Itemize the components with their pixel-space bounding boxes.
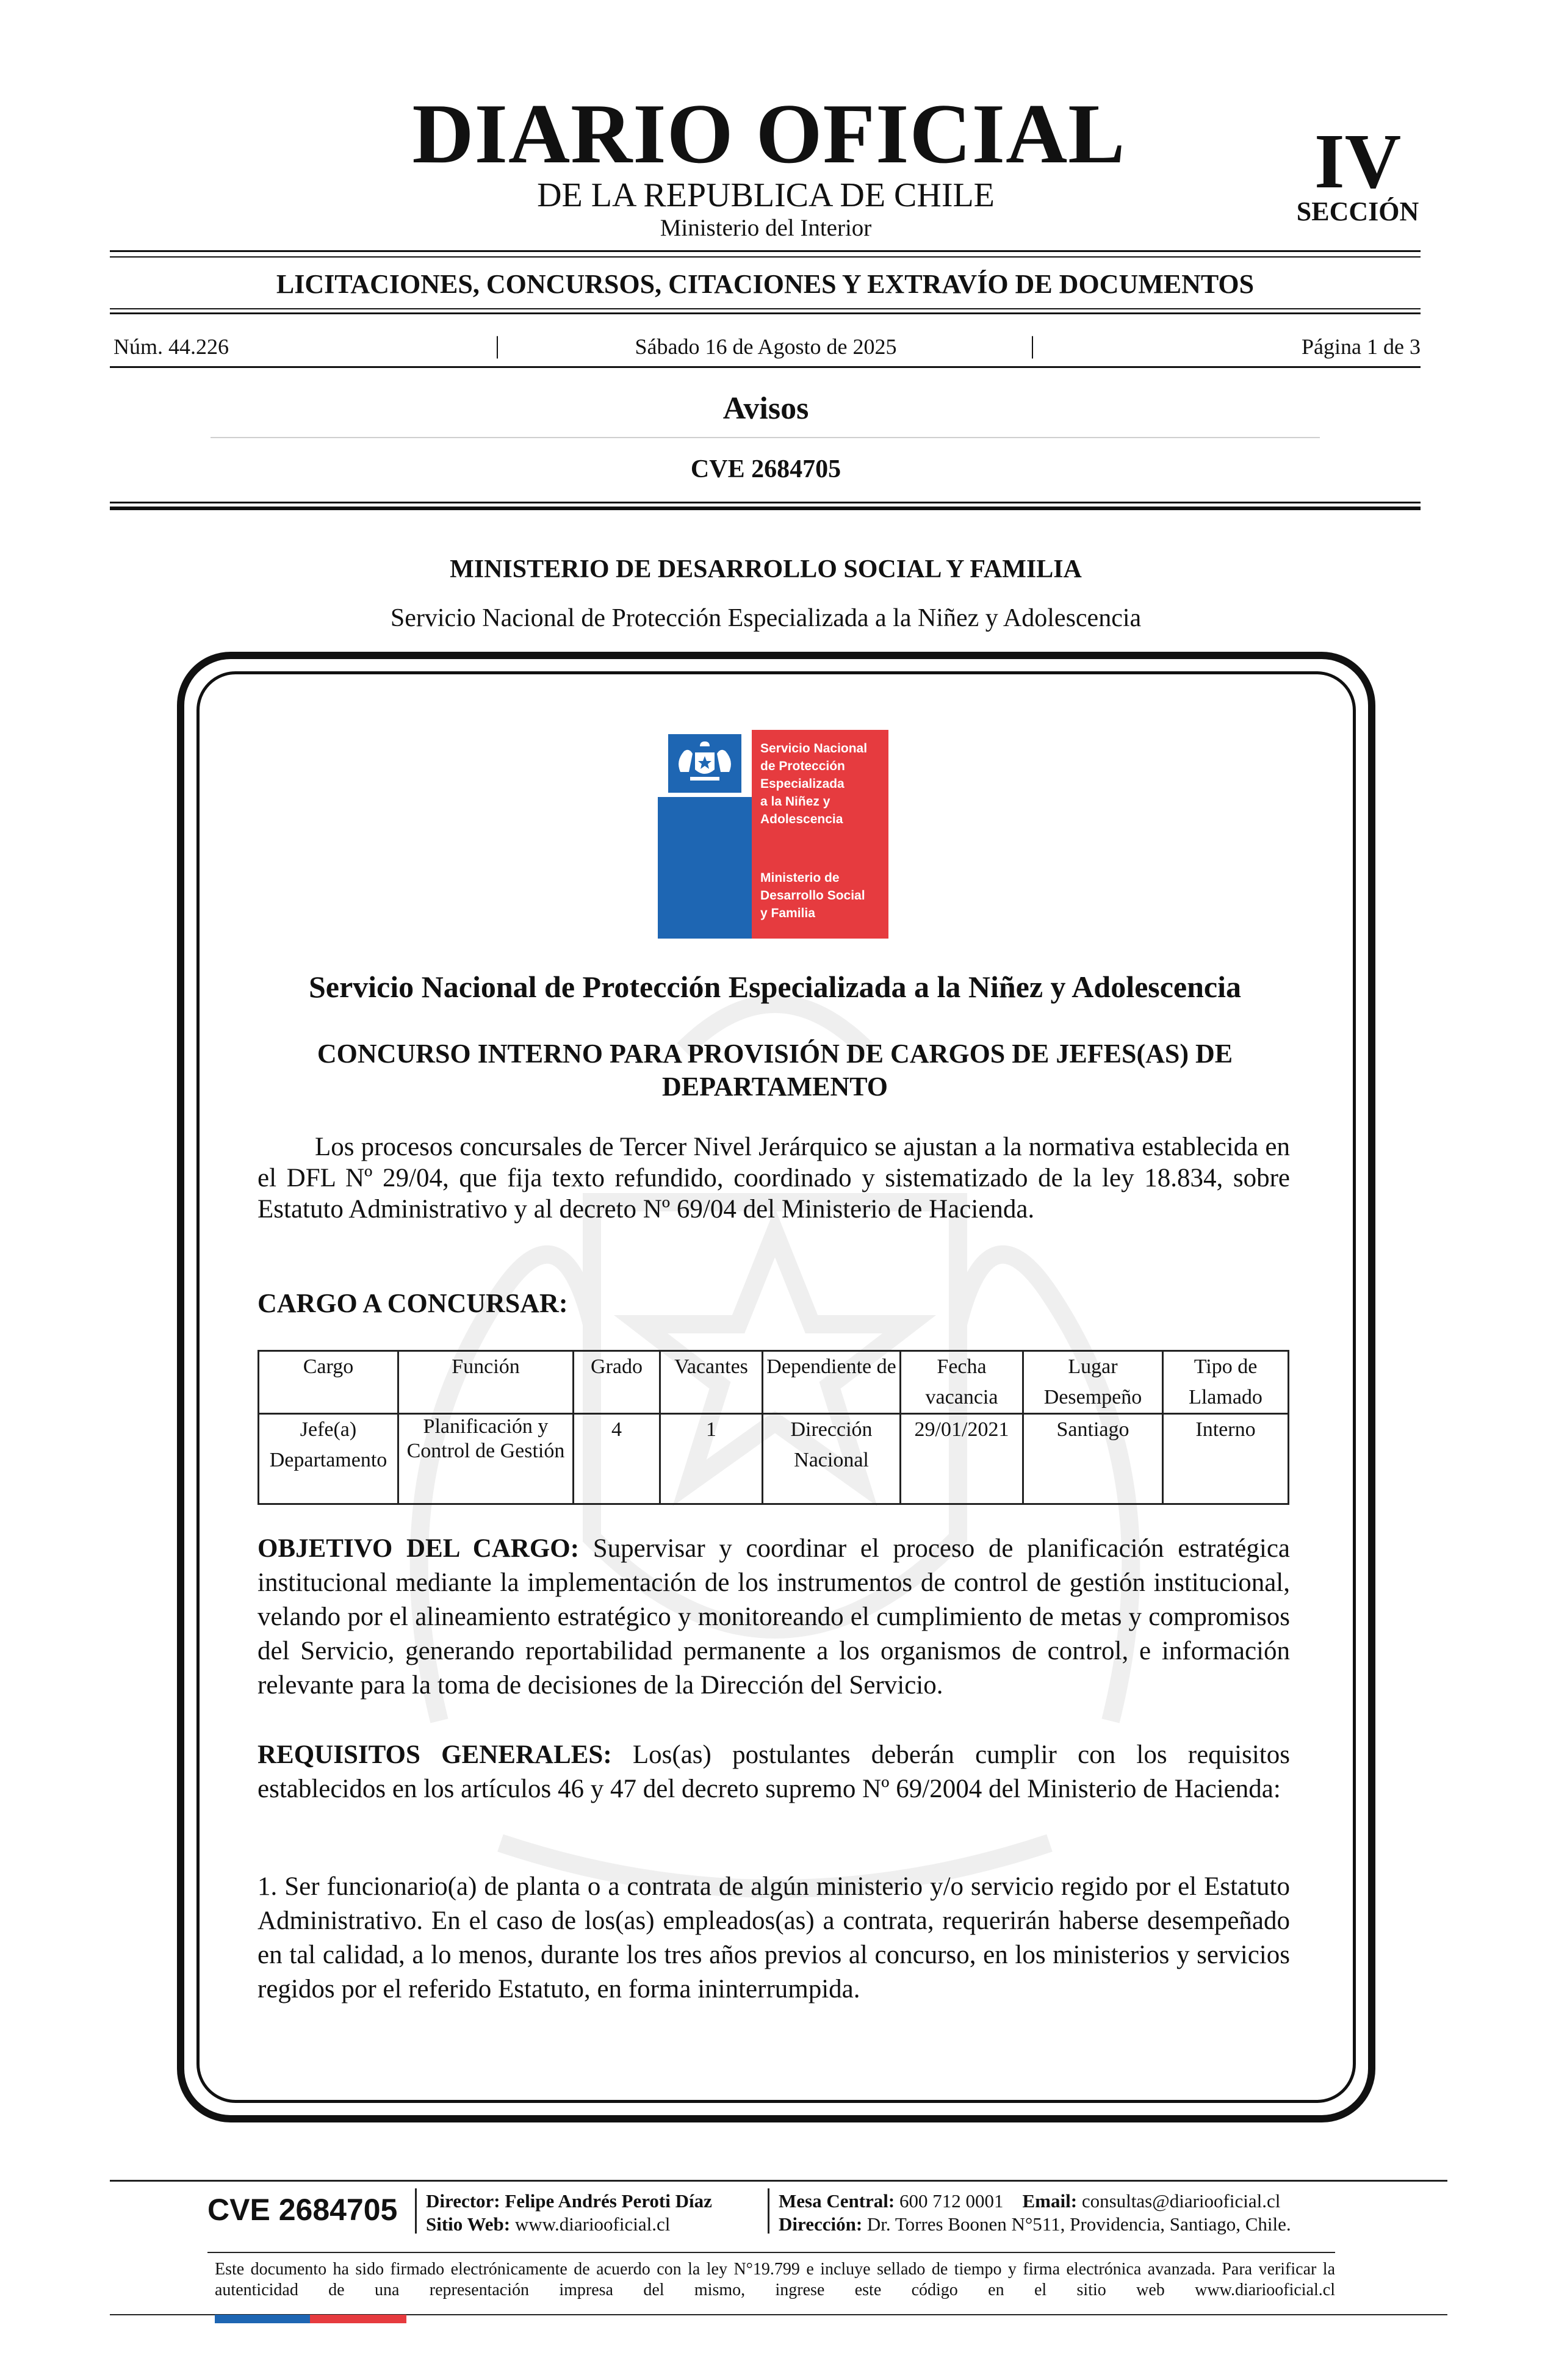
requirements-paragraph	[258, 1738, 1290, 1806]
contest-title: CONCURSO INTERNO PARA PROVISIÓN DE CARGOS DE JEFES(AS) DE DEPARTAMENTO	[317, 1039, 1233, 1102]
logo-service-text: Servicio Nacional de Protección Especializada a la Niñez y Adolescencia	[760, 741, 868, 826]
notice-service-title: Servicio Nacional de Protección Especializada a la Niñez y Adolescencia	[308, 970, 1242, 1004]
header-rule	[110, 250, 1421, 252]
header-rule	[110, 256, 1421, 258]
coat-of-arms-icon	[668, 734, 741, 793]
footer-website	[426, 2213, 670, 2236]
section-label: SECCIÓN	[1296, 197, 1419, 226]
table-cell: Jefe(a) Departamento	[259, 1414, 398, 1504]
footer-cve-code: CVE 2684705	[207, 2193, 398, 2227]
website-label: Sitio Web:	[426, 2213, 511, 2235]
logo-emblem-area	[658, 730, 752, 797]
cve-code: CVE 2684705	[690, 455, 841, 483]
table-header-cell: Dependiente de	[763, 1351, 901, 1414]
table-cell: Interno	[1163, 1414, 1289, 1504]
institution-logo	[658, 730, 888, 939]
table-header-cell: Función	[398, 1351, 574, 1414]
footer-legal-notice: Este documento ha sido firmado electrónicamente de acuerdo con la ley N°19.799 e incluye sellado de tiempo y firma electrónica avanzada. Para verificar la autenticidad de una representación impresa del mismo, ingrese este código en el sitio web www.diariooficial.cl	[215, 2260, 1335, 2299]
cve-rule	[110, 502, 1421, 503]
table-header-row	[259, 1351, 1289, 1414]
logo-blue-block	[658, 797, 752, 939]
phone-value: 600 712 0001	[899, 2190, 1004, 2212]
requirements-text: Los(as) postulantes deberán cumplir con los requisitos establecidos en los artículos 46 y 47 del decreto supremo Nº 69/2004 del Ministerio de Hacienda:	[258, 1740, 1290, 1803]
phone-label: Mesa Central:	[779, 2190, 895, 2212]
table-cell: Santiago	[1023, 1414, 1163, 1504]
address-value: Dr. Torres Boonen N°511, Providencia, Santiago, Chile.	[866, 2213, 1291, 2235]
table-row	[259, 1414, 1289, 1504]
page-indicator: Página 1 de 3	[1302, 334, 1421, 359]
table-cell-text: Planificación y Control de Gestión	[406, 1415, 565, 1462]
logo-red-panel	[752, 730, 888, 939]
objective-paragraph	[258, 1532, 1290, 1703]
footer-divider	[415, 2188, 417, 2234]
intro-paragraph: Los procesos concursales de Tercer Nivel Jerárquico se ajustan a la normativa establecida en el DFL Nº 29/04, que fija texto refundido, coordinado y sistematizado de la ley 18.834, sobre Estatuto Administrativo y al decreto Nº 69/04 del Ministerio de Hacienda.	[258, 1133, 1290, 1224]
table-header-cell: Cargo	[259, 1351, 398, 1414]
table-header-cell: Vacantes	[660, 1351, 763, 1414]
table-cell: 4	[574, 1414, 660, 1504]
info-rule	[110, 366, 1421, 368]
footer-address	[779, 2213, 1291, 2236]
email-link[interactable]: consultas@diariooficial.cl	[1081, 2190, 1281, 2212]
objective-label: OBJETIVO DEL CARGO:	[258, 1534, 580, 1563]
table-header-cell: Fecha vacancia	[901, 1351, 1023, 1414]
section-number: IV	[1314, 118, 1402, 204]
header-rule	[110, 312, 1421, 314]
table-cell	[398, 1414, 574, 1504]
footer-rule	[207, 2252, 1335, 2253]
newspaper-subtitle: DE LA REPUBLICA DE CHILE	[537, 176, 995, 214]
requirement-item: 1. Ser funcionario(a) de planta o a contrata de algún ministerio y/o servicio regido por el Estatuto Administrativo. En el caso de los(as) empleados(as) a contrata, requerirán haberse desempeñado en tal calidad, a lo menos, durante los tres años previos al concurso, en los ministerios y servicios regidos por el referido Estatuto, en forma ininterrumpida.	[258, 1872, 1290, 2003]
requirements-label: REQUISITOS GENERALES:	[258, 1740, 612, 1769]
email-label: Email:	[1022, 2190, 1078, 2212]
issue-number: Núm. 44.226	[113, 334, 229, 359]
issue-date: Sábado 16 de Agosto de 2025	[635, 334, 897, 359]
newspaper-ministry: Ministerio del Interior	[660, 215, 872, 241]
info-separator: |	[1030, 331, 1036, 359]
footer-contact	[779, 2190, 1280, 2213]
website-link[interactable]: www.diariooficial.cl	[514, 2213, 671, 2235]
cve-rule	[110, 507, 1421, 510]
newspaper-title: DIARIO OFICIAL	[412, 87, 1126, 181]
table-cell: Dirección Nacional	[763, 1414, 901, 1504]
info-separator: |	[495, 331, 500, 359]
director-label: Director:	[426, 2190, 500, 2212]
flag-stripe-red	[310, 2315, 406, 2323]
table-cell: 29/01/2021	[901, 1414, 1023, 1504]
category-heading: LICITACIONES, CONCURSOS, CITACIONES Y EXTRAVÍO DE DOCUMENTOS	[276, 269, 1255, 299]
footer-director	[426, 2190, 712, 2213]
director-name: Felipe Andrés Peroti Díaz	[505, 2190, 712, 2212]
table-header-cell: Grado	[574, 1351, 660, 1414]
flag-stripe-blue	[215, 2315, 310, 2323]
cargo-heading: CARGO A CONCURSAR:	[258, 1288, 568, 1318]
footer-rule	[110, 2180, 1447, 2182]
objective-text: Supervisar y coordinar el proceso de planificación estratégica institucional mediante la implementación de los instrumentos de control de gestión institucional, velando por el alineamiento estratégico y monitoreando el cumplimiento de metas y compromisos del Servicio, generando reportabilidad permanente a los organismos de control, e información relevante para la toma de decisiones de la Dirección del Servicio.	[258, 1534, 1291, 1700]
position-table	[258, 1350, 1289, 1505]
table-header-cell: Lugar Desempeño	[1023, 1351, 1163, 1414]
service-heading: Servicio Nacional de Protección Especializada a la Niñez y Adolescencia	[390, 604, 1142, 632]
divider	[211, 437, 1320, 438]
footer-divider	[768, 2188, 769, 2234]
table-header-cell: Tipo de Llamado	[1163, 1351, 1289, 1414]
table-cell: 1	[660, 1414, 763, 1504]
logo-left-panel	[658, 730, 752, 939]
section-title: Avisos	[722, 391, 809, 426]
ministry-heading: MINISTERIO DE DESARROLLO SOCIAL Y FAMILIA	[450, 555, 1082, 583]
address-label: Dirección:	[779, 2213, 863, 2235]
logo-ministry-text: Ministerio de Desarrollo Social y Familia	[760, 871, 865, 920]
header-rule	[110, 308, 1421, 309]
